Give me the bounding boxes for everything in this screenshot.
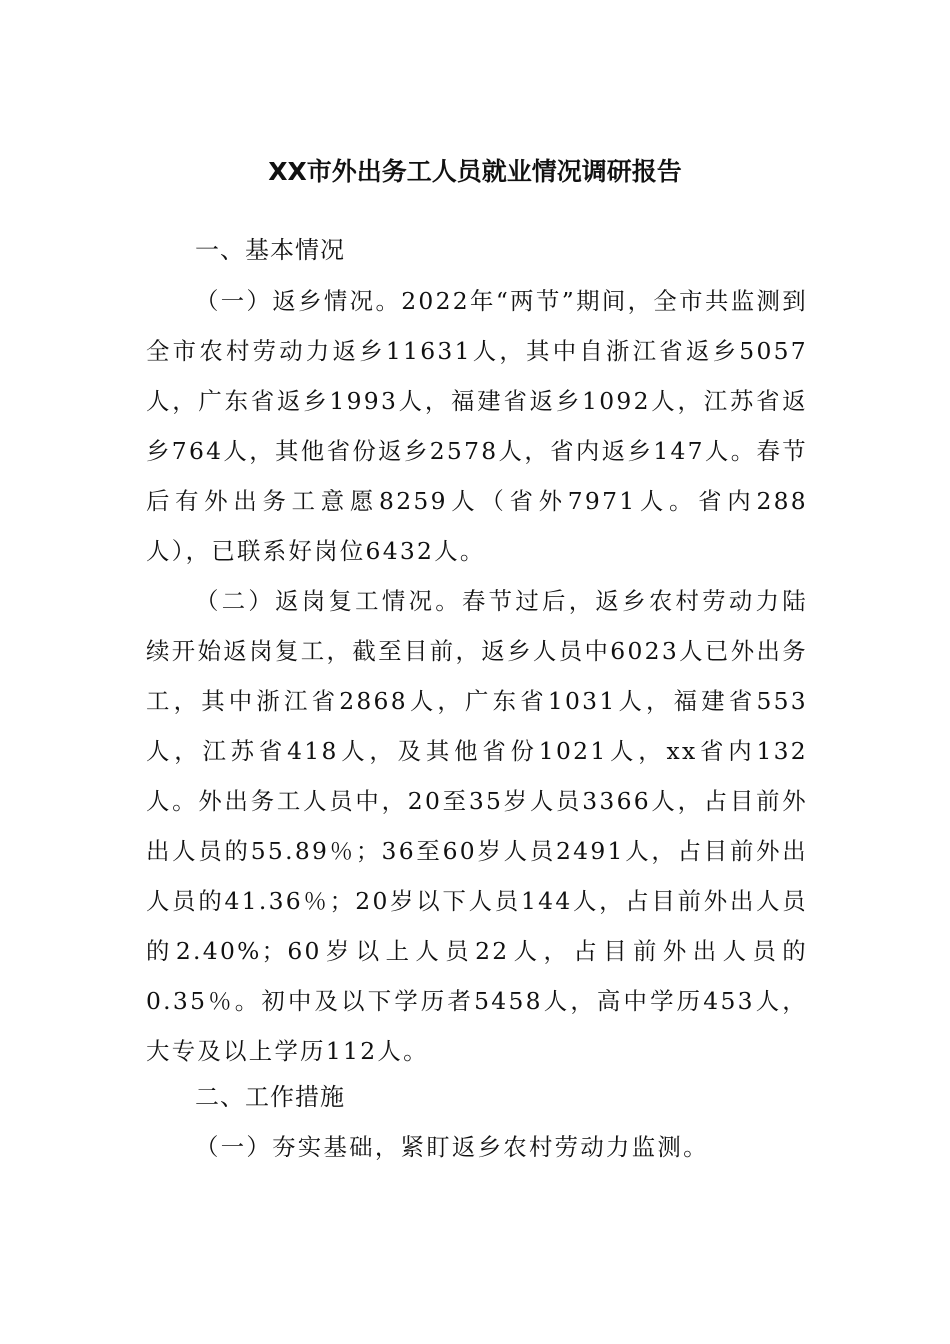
paragraph-return-home bbox=[146, 276, 808, 576]
paragraph-text: （一）夯实基础，紧盯返乡农村劳动力监测。 bbox=[195, 1133, 709, 1161]
paragraph-monitoring bbox=[146, 1122, 808, 1172]
section-heading-work-measures: 二、工作措施 bbox=[195, 1083, 345, 1111]
section-heading-basic-situation: 一、基本情况 bbox=[195, 236, 345, 264]
paragraph-return-to-work bbox=[146, 576, 808, 1076]
paragraph-text: （二）返岗复工情况。春节过后，返乡农村劳动力陆续开始返岗复工，截至目前，返乡人员中6023人已外出务工，其中浙江省2868人，广东省1031人，福建省553人，江苏省418人，及其他省份1021人，xx省内132人。外出务工人员中，20至35岁人员3366人，占目前外出人员的55.89％；36至60岁人员2491人，占目前外出人员的41.36％；20岁以下人员144人，占目前外出人员的2.40%；60岁以上人员22人，占目前外出人员的0.35％。初中及以下学历者5458人，高中学历453人，大专及以上学历112人。 bbox=[146, 587, 808, 1065]
document-title: XX市外出务工人员就业情况调研报告 bbox=[268, 157, 682, 186]
paragraph-text: （一）返乡情况。2022年“两节”期间，全市共监测到全市农村劳动力返乡11631人，其中自浙江省返乡5057人，广东省返乡1993人，福建省返乡1092人，江苏省返乡764人，其他省份返乡2578人，省内返乡147人。春节后有外出务工意愿8259人（省外7971人。省内288人），已联系好岗位6432人。 bbox=[146, 287, 808, 565]
